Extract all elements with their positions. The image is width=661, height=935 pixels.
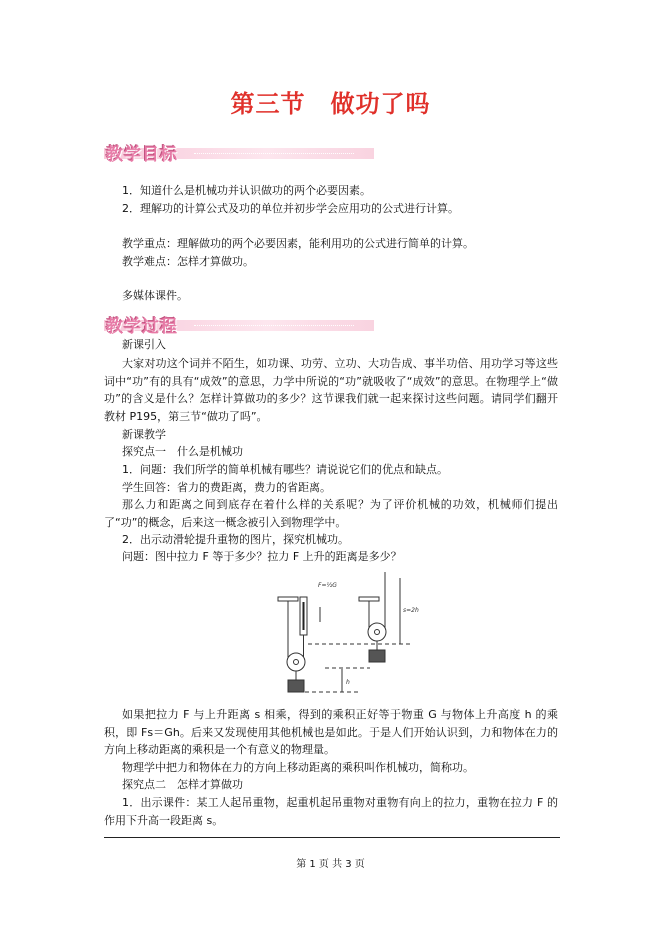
section-title: 教学目标 <box>106 145 178 165</box>
step-two: 2．出示动滑轮提升重物的图片，探究机械功。 <box>122 533 349 546</box>
key-point: 教学重点：理解做功的两个必要因素，能利用功的公式进行简单的计算。 <box>122 237 474 250</box>
pulley-figure <box>270 572 420 697</box>
paragraph: 1．出示课件：某工人起吊重物，起重机起吊重物对重物有向上的拉力，重物在拉力 F 的作用下升高一段距离 s。 <box>104 796 558 827</box>
difficulty: 教学难点：怎样才算做功。 <box>122 255 254 268</box>
paragraph: 那么力和距离之间到底存在着什么样的关系呢？为了评价机械的功效，机械师们提出了“功”的概念，后来这一概念被引入到物理学中。 <box>104 498 558 529</box>
height-label: h <box>346 679 350 686</box>
question-two: 问题：图中拉力 F 等于多少？拉力 F 上升的距离是多少？ <box>122 550 402 563</box>
point-one-heading: 探究点一 什么是机械功 <box>122 445 243 458</box>
force-label: F=½G <box>318 582 337 589</box>
goal-item: 1．知道什么是机械功并认识做功的两个必要因素。 <box>122 184 371 197</box>
student-answer: 学生回答：省力的费距离，费力的省距离。 <box>122 481 331 494</box>
point-two-heading: 探究点二 怎样才算做功 <box>122 778 243 791</box>
paragraph: 如果把拉力 F 与上升距离 s 相乘，得到的乘积正好等于物重 G 与物体上升高度 h 的乘积，即 Fs＝Gh。后来又发现使用其他机械也是如此。于是人们开始认识到，力和物体在力的方向上移动距离的乘积是一个有意义的物理量。 <box>104 708 558 757</box>
definition: 物理学中把力和物体在力的方向上移动距离的乘积叫作机械功，简称功。 <box>122 761 474 774</box>
intro-heading: 新课引入 <box>122 338 166 351</box>
footer-divider <box>104 837 560 838</box>
question-one: 1．问题：我们所学的简单机械有哪些？请说说它们的优点和缺点。 <box>122 463 448 476</box>
distance-label: s=2h <box>403 607 419 614</box>
section-banner-process <box>104 314 374 337</box>
goal-item: 2．理解功的计算公式及功的单位并初步学会应用功的公式进行计算。 <box>122 202 459 215</box>
page-number: 第 1 页 共 3 页 <box>296 859 365 870</box>
section-banner-goals <box>104 142 374 165</box>
intro-paragraph: 大家对功这个词并不陌生，如功课、功劳、立功、大功告成、事半功倍、用功学习等这些词中“功”有的具有“成效”的意思，力学中所说的“功”就吸收了“成效”的意思。在物理学上“做功”的含义是什么？怎样计算做功的多少？这节课我们就一起来探讨这些问题。请同学们翻开教材 P195，第三节“做功了吗”。 <box>104 357 558 423</box>
resources: 多媒体课件。 <box>122 289 188 302</box>
teach-heading: 新课教学 <box>122 428 166 441</box>
page-title: 第三节 做功了吗 <box>230 89 431 118</box>
section-title: 教学过程 <box>106 317 178 337</box>
